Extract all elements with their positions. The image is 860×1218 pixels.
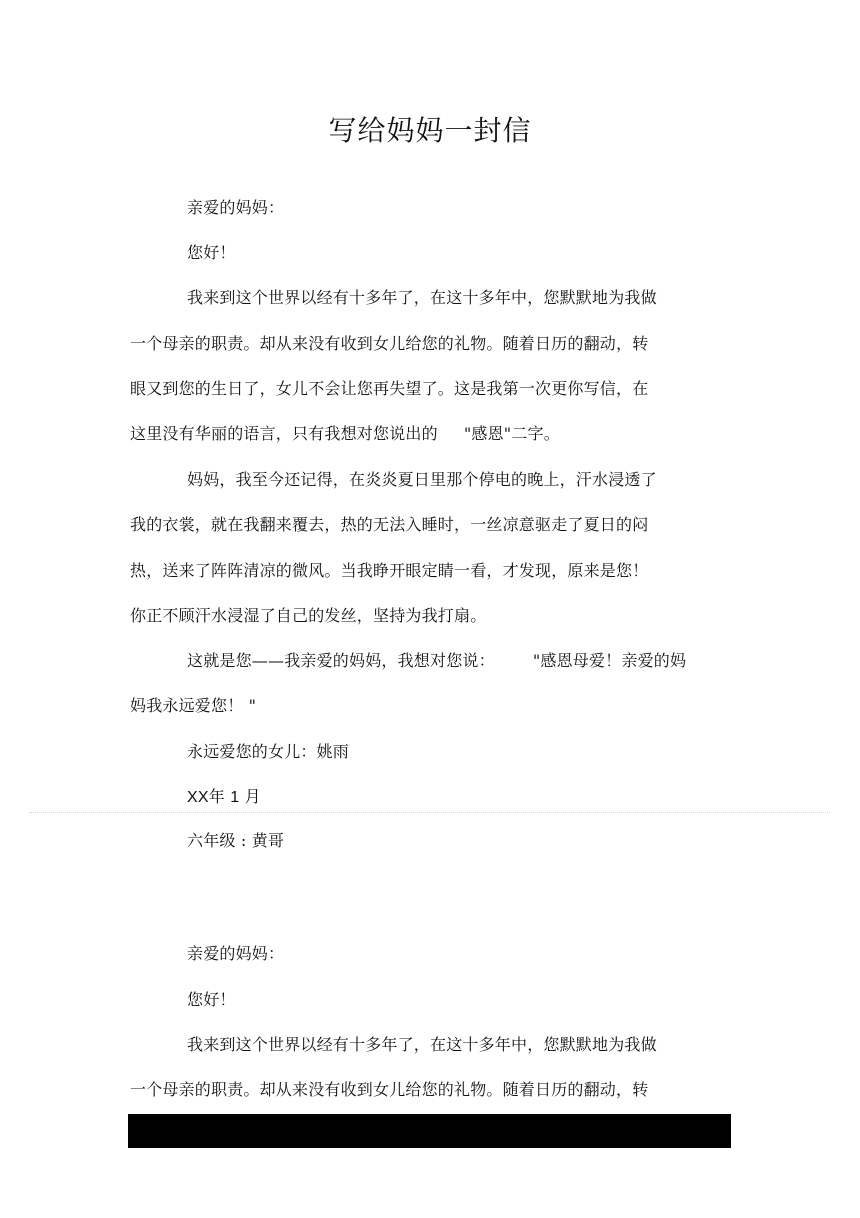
greeting: 您好！ [187,243,236,262]
letter-date [187,785,261,810]
paragraph-2-line-4: 你正不顾汗水浸湿了自己的发丝，坚持为我打扇。 [130,606,487,625]
paragraph-1-line-1: 我来到这个世界以经有十多年了，在这十多年中，您默默地为我做 [187,288,657,307]
paragraph-2-line-3: 热，送来了阵阵清凉的微风。当我睁开眼定睛一看，才发现，原来是您！ [130,561,649,580]
paragraph-1-line-4-text: 这里没有华丽的语言，只有我想对您说出的 [130,424,438,443]
paragraph-3-line-2: 妈我永远爱您！ " [130,696,257,715]
paragraph-2-line-1: 妈妈，我至今还记得，在炎炎夏日里那个停电的晚上，汗水浸透了 [187,470,657,489]
gratitude-quote: "感恩"二字。 [463,424,560,443]
paragraph-1-line-2: 一个母亲的职责。却从来没有收到女儿给您的礼物。随着日历的翻动，转 [130,334,649,353]
paragraph-2-line-2: 我的衣裳，就在我翻来覆去，热的无法入睡时，一丝凉意驱走了夏日的闷 [130,515,649,534]
repeat-greeting: 您好！ [187,990,236,1009]
salutation: 亲爱的妈妈： [187,198,285,217]
repeat-paragraph-line-2: 一个母亲的职责。却从来没有收到女儿给您的礼物。随着日历的翻动，转 [130,1080,649,1099]
paragraph-1-line-3: 眼又到您的生日了，女儿不会让您再失望了。这是我第一次更你写信，在 [130,379,649,398]
date-month: 1 [230,789,240,806]
date-year: XX [187,789,209,806]
page-title: 写给妈妈一封信 [328,114,532,147]
repeat-salutation: 亲爱的妈妈： [187,944,285,963]
paragraph-3-line-1 [187,649,686,673]
paragraph-3-text: 这就是您——我亲爱的妈妈，我想对您说： [187,651,495,670]
redaction-bar [128,1114,731,1148]
date-year-char: 年 [208,787,225,806]
page-separator [30,812,830,813]
paragraph-1-line-4 [130,422,560,446]
repeat-paragraph-line-1: 我来到这个世界以经有十多年了，在这十多年中，您默默地为我做 [187,1035,657,1054]
grade-author: 六年级 : 黄哥 [187,831,285,850]
signature: 永远爱您的女儿：姚雨 [187,742,350,761]
date-month-char: 月 [244,787,261,806]
paragraph-3-quote: "感恩母爱！亲爱的妈 [532,651,687,670]
